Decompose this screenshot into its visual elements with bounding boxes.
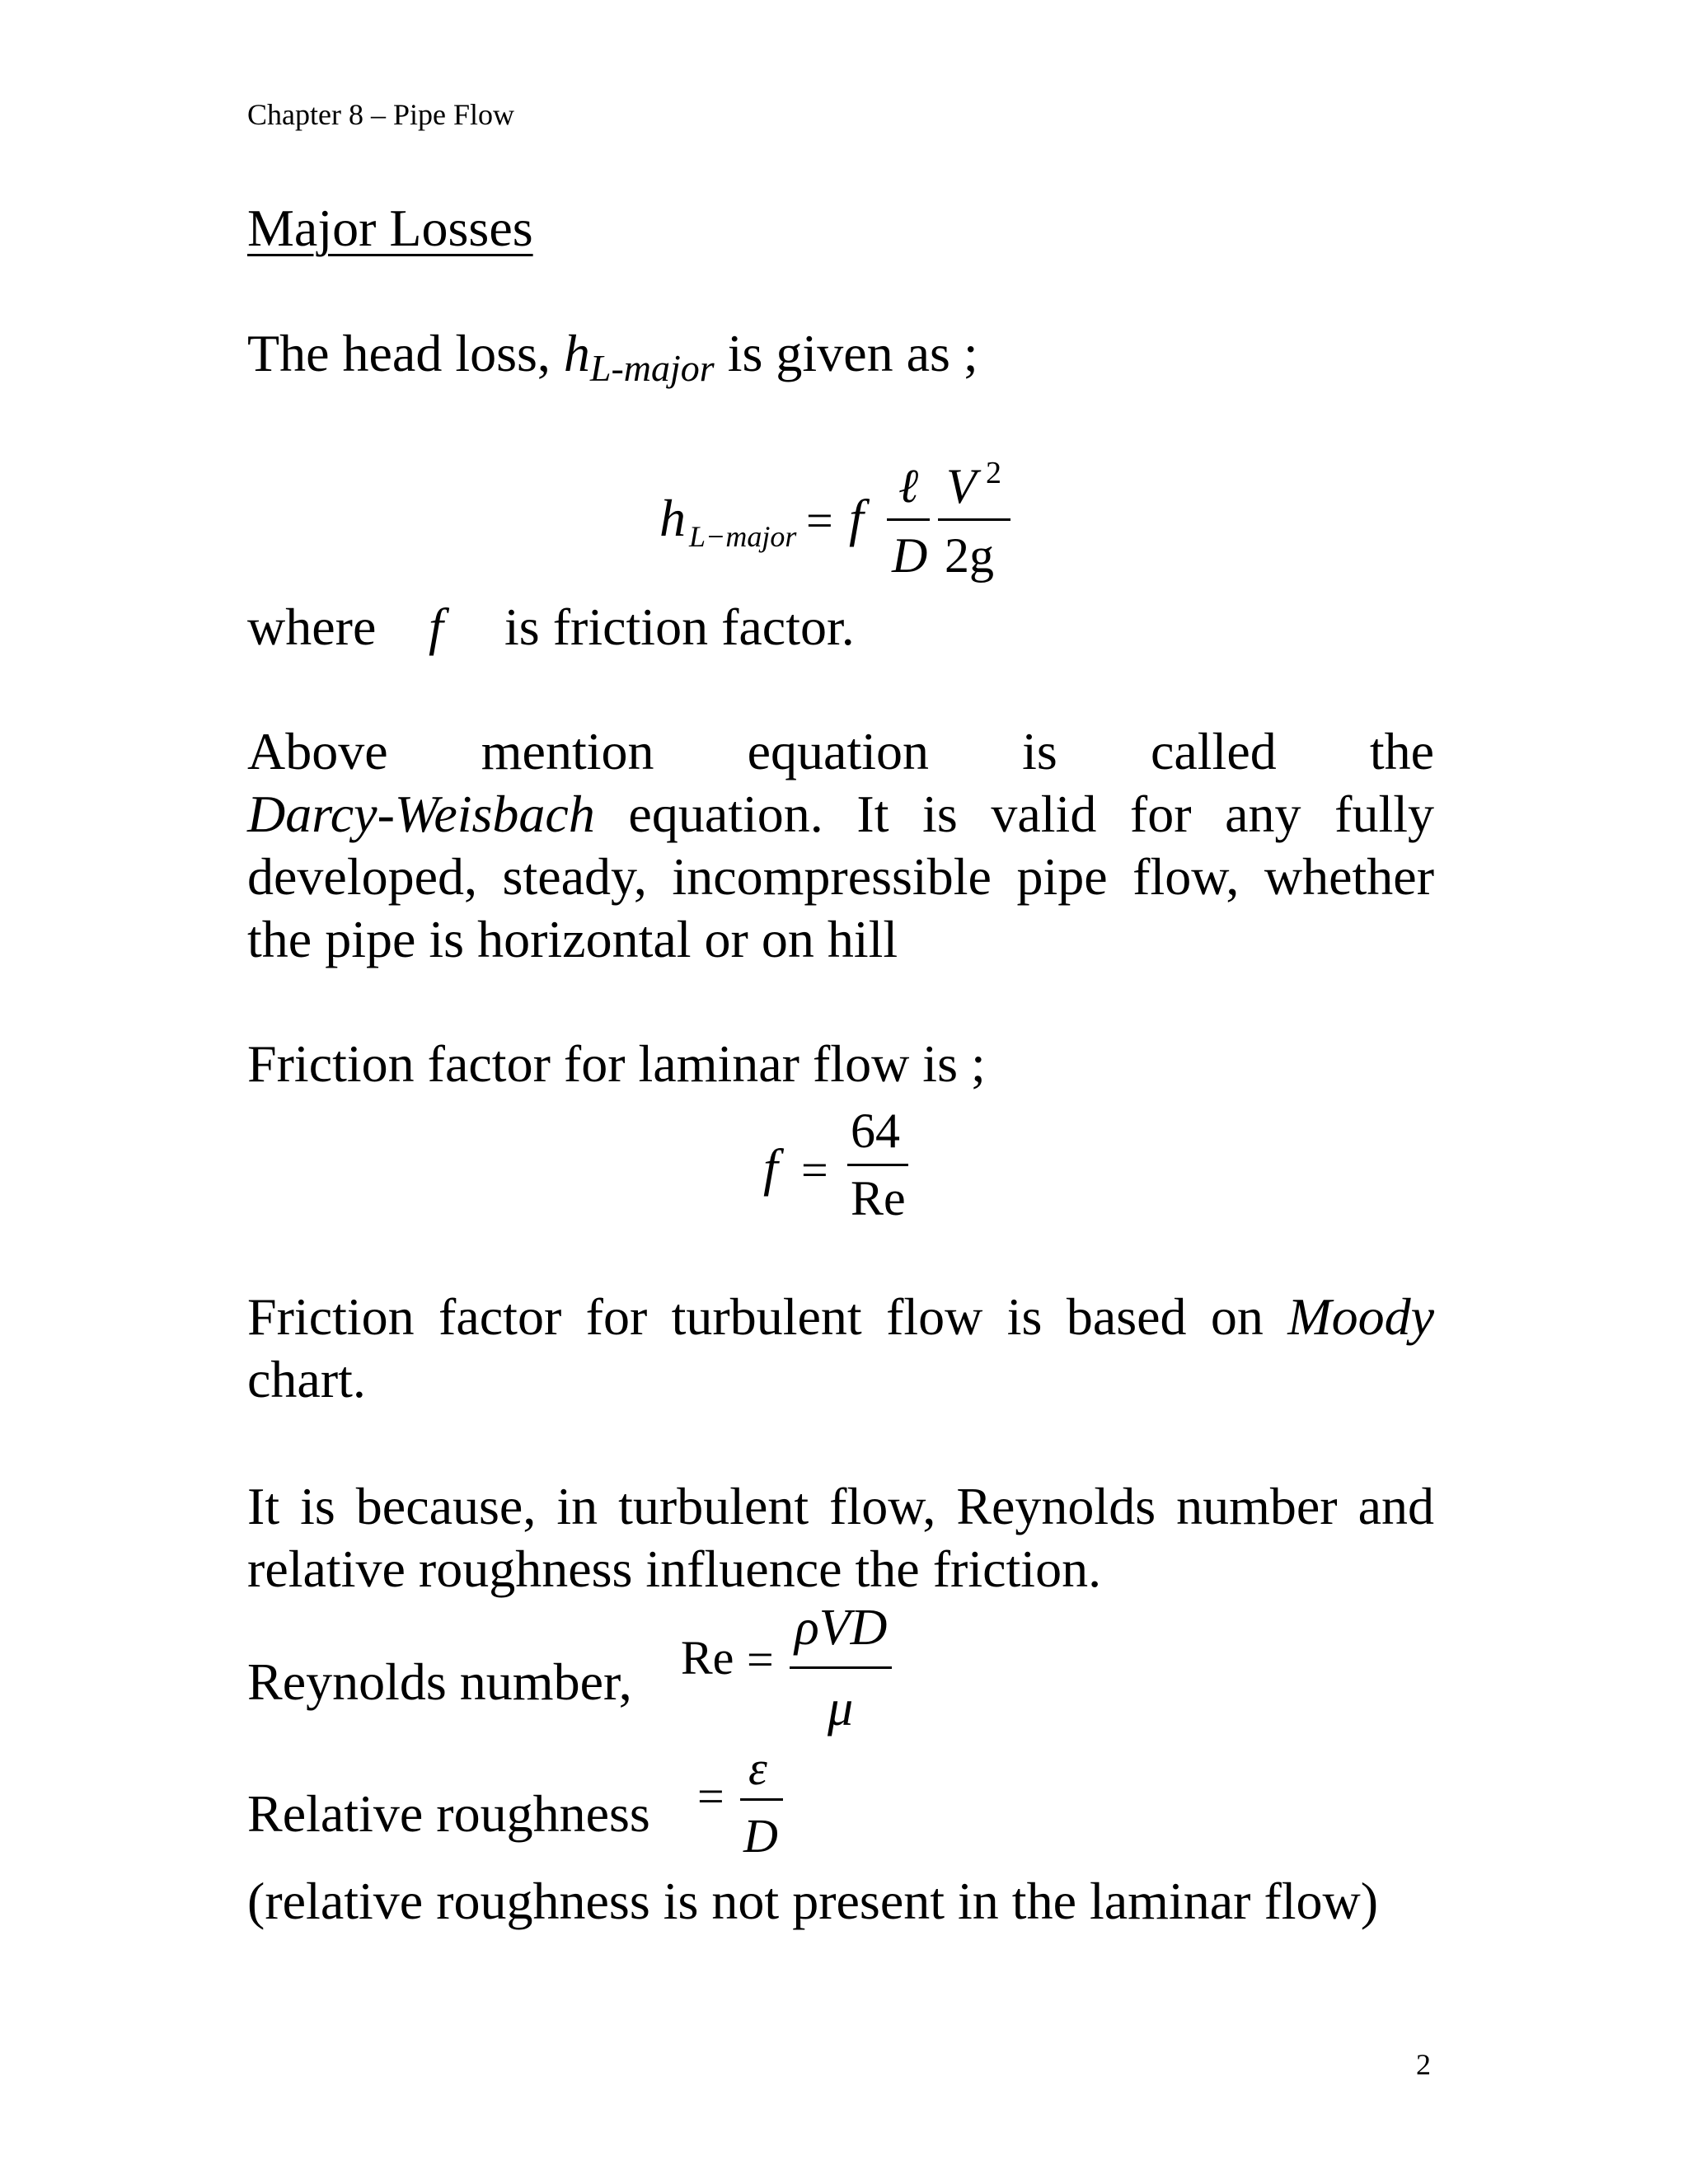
head-loss-subscript: L-major	[589, 347, 715, 389]
intro-line	[247, 323, 978, 390]
darcy-weisbach-paragraph	[247, 720, 1434, 971]
roughness-fraction-bar	[740, 1798, 783, 1801]
head-loss-symbol: h	[563, 324, 590, 382]
intro-text-after: is given as ;	[714, 324, 978, 382]
eq-lhs-h: h	[659, 489, 686, 547]
eq-equals: =	[806, 494, 833, 547]
eq-friction-f: f	[849, 489, 864, 547]
turbulent-line-1: Friction factor for turbulent flow is based on Moody	[247, 1287, 1434, 1346]
eq-lhs-subscript: L−major	[689, 520, 797, 553]
chapter-header: Chapter 8 – Pipe Flow	[247, 98, 514, 131]
reynolds-fraction-bar	[790, 1666, 892, 1669]
eq-fraction-bar-1	[887, 518, 930, 521]
section-title: Major Losses	[247, 199, 533, 257]
eq-length-symbol: ℓ	[898, 459, 919, 513]
eq-velocity-symbol: V	[946, 459, 977, 513]
reynolds-label: Reynolds number,	[247, 1652, 632, 1711]
roughness-equals: =	[697, 1769, 724, 1823]
reynolds-lhs: Re	[681, 1631, 734, 1685]
intro-text-before: The head loss,	[247, 324, 564, 382]
eq-two-g: 2g	[945, 528, 994, 583]
darcy-weisbach-name: Darcy-Weisbach	[247, 785, 595, 843]
darcy-paragraph-line-2: Darcy-Weisbach equation. It is valid for any fully	[247, 785, 1434, 843]
eq-fraction-bar-2	[938, 518, 1010, 521]
because-line-2: relative roughness influence the friction.	[247, 1540, 1102, 1598]
because-line-1: It is because, in turbulent flow, Reynolds number and	[247, 1477, 1434, 1535]
eq-diameter-symbol: D	[892, 528, 928, 583]
reynolds-denominator: μ	[828, 1680, 854, 1736]
where-line-f: f	[429, 598, 443, 656]
moody-name: Moody	[1287, 1287, 1434, 1346]
reynolds-numerator: ρVD	[795, 1600, 888, 1656]
roughness-numerator: ε	[748, 1741, 767, 1795]
where-line-where: where	[247, 598, 377, 656]
page-number: 2	[1416, 2048, 1431, 2081]
laminar-note: (relative roughness is not present in the laminar flow)	[247, 1872, 1379, 1930]
darcy-paragraph-line-3: developed, steady, incompressible pipe flow, whether	[247, 847, 1434, 906]
laminar-equals: =	[801, 1143, 828, 1197]
laminar-denominator: Re	[851, 1171, 906, 1226]
laminar-text: Friction factor for laminar flow is ;	[247, 1034, 986, 1093]
where-line-definition: is friction factor.	[504, 598, 855, 656]
darcy-paragraph-line-1: Above mention equation is called the	[247, 722, 1435, 780]
laminar-fraction-bar	[847, 1164, 908, 1166]
turbulent-line-2: chart.	[247, 1350, 366, 1408]
roughness-label: Relative roughness	[247, 1784, 650, 1843]
turbulent-paragraph	[247, 1286, 1434, 1411]
darcy-paragraph-line-4: the pipe is horizontal or on hill	[247, 910, 898, 968]
laminar-f: f	[763, 1138, 778, 1197]
because-paragraph	[247, 1475, 1434, 1601]
reynolds-equals: =	[747, 1633, 774, 1686]
laminar-numerator: 64	[851, 1104, 900, 1158]
roughness-denominator: D	[743, 1809, 778, 1863]
eq-velocity-exponent: 2	[986, 456, 1001, 490]
